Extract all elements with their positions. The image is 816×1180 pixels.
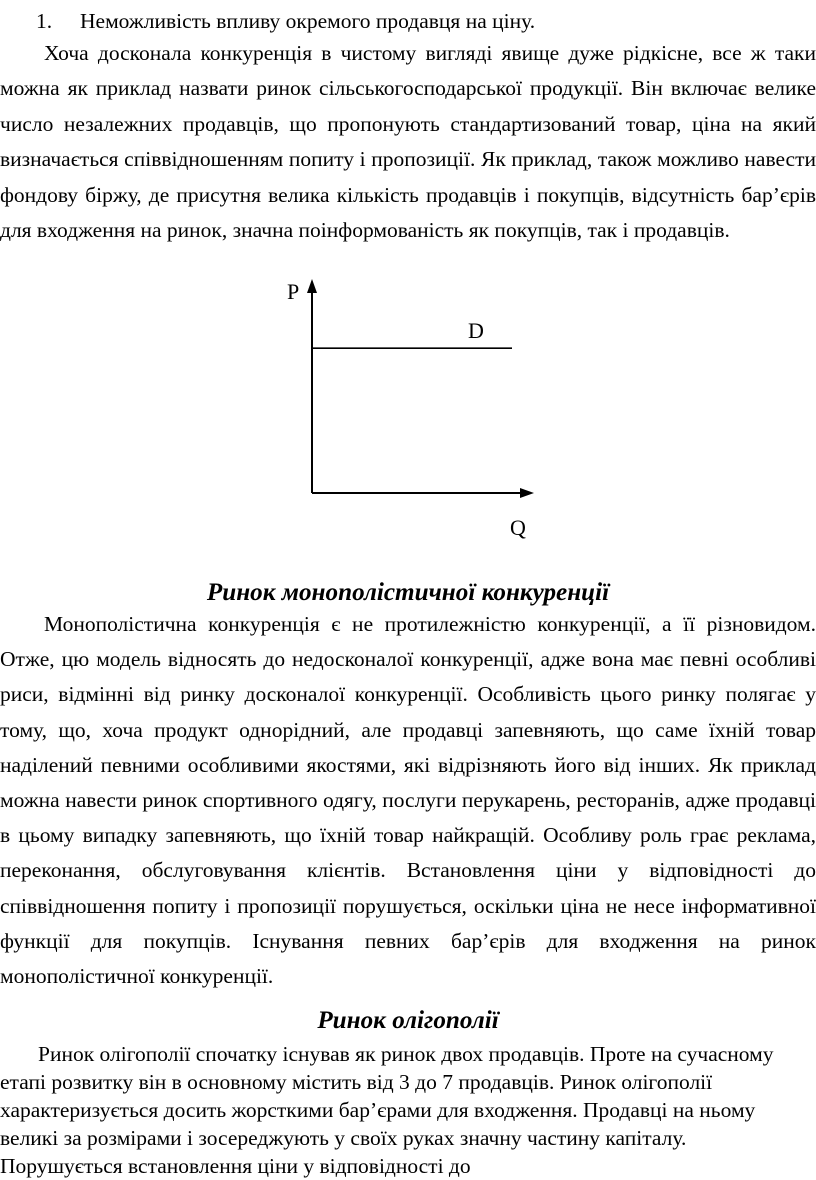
paragraph-perfect-competition: Хоча досконала конкуренція в чистому вигляді явище дуже рідкісне, все ж таки можна як приклад назвати ринок сільськогосподарської продукції. Він включає велике число незалежних продавців, що пропонують стандартизований товар, ціна на який визначається співвідношенням попиту і пропозиції. Як приклад, також можливо навести фондову біржу, де присутня велика кількість продавців і покупців, відсутність бар’єрів для входження на ринок, значна поінформованість як покупців, так і продавців. (0, 41, 816, 243)
y-axis-arrow (307, 279, 317, 293)
list-item-text: Неможливість впливу окремого продавця на ціну. (80, 9, 536, 33)
x-axis-label: Q (510, 515, 526, 540)
demand-chart-svg (270, 262, 550, 552)
heading-monopolistic-competition: Ринок монополістичної конкуренції (206, 579, 610, 606)
paragraph-oligopoly: Ринок олігополії спочатку існував як ринок двох продавців. Проте на сучасному етапі розвитку він в основному містить від 3 до 7 продавців. Ринок олігополії характеризується досить жорсткими бар’єрами для входження. Продавці на ньому великі за розмірами і зосереджують у своїх руках значну частину капіталу. Порушується встановлення ціни у відповідності до (0, 1042, 774, 1178)
y-axis-label: P (287, 279, 300, 304)
demand-line-label: D (468, 318, 484, 344)
list-item (36, 6, 796, 36)
paragraph-monopolistic-competition: Монополістична конкуренція є не протилежністю конкуренції, а її різновидом. Отже, цю модель відносять до недосконалої конкуренції, адже вона має певні особливі риси, відмінні від ринку досконалої конкуренції. Особливість цього ринку полягає у тому, що, хоча продукт однорідний, але продавці запевняють, що саме їхній товар наділений певними особливими якостями, які відрізняють його від інших. Як приклад можна навести ринок спортивного одягу, послуги перукарень, ресторанів, адже продавці в цьому випадку запевняють, що їхній товар найкращій. Особливу роль грає реклама, переконання, обслуговування клієнтів. Встановлення ціни у відповідності до співвідношення попиту і пропозиції порушується, оскільки ціна не несе інформативної функції для покупців. Існування певних бар’єрів для входження на ринок монополістичної конкуренції. (0, 612, 816, 989)
list-item-number: 1. (36, 9, 53, 33)
heading-oligopoly: Ринок олігополії (317, 1007, 499, 1034)
x-axis-arrow (520, 488, 534, 498)
demand-chart (270, 262, 550, 552)
